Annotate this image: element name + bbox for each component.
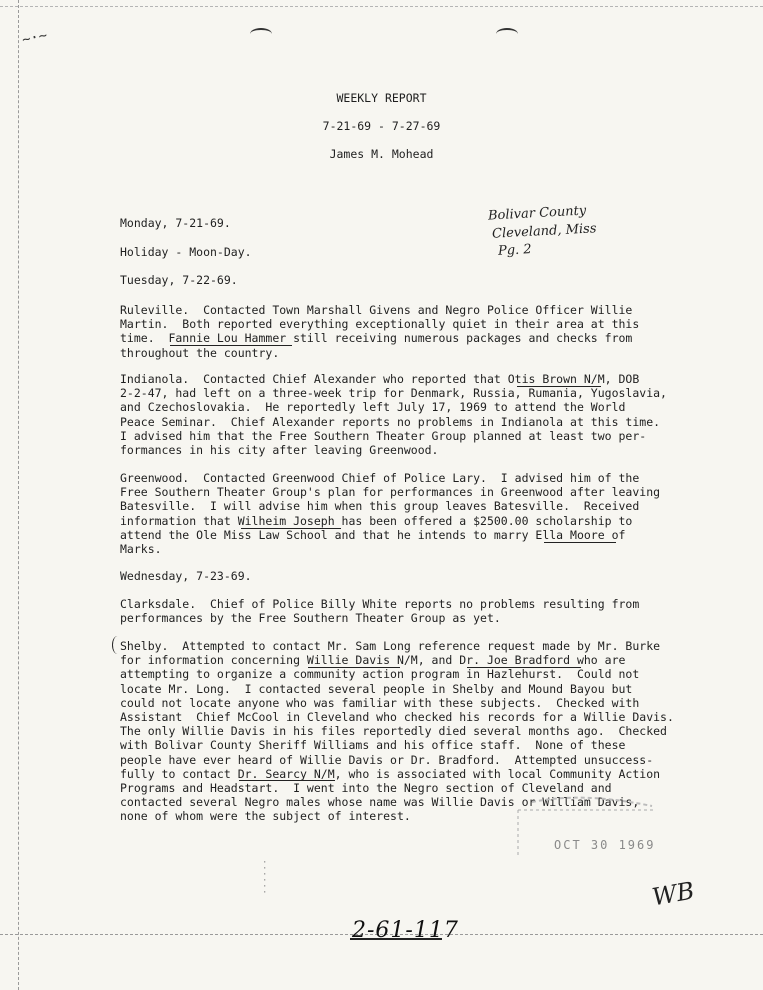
underline-otis-brown: [517, 386, 601, 387]
clarksdale-paragraph: Clarksdale. Chief of Police Billy White reports no problems resulting from performances by the Free Southern Theater Group as yet.: [120, 597, 640, 626]
shelby-paragraph: Shelby. Attempted to contact Mr. Sam Long reference request made by Mr. Burke for information concerning Willie Davis N/M, and Dr. Joe Bradford who are attempting to organize a community action program in Hazlehurst. Could not locate Mr. Long. I contacted several people in Shelby and Mound Bayou but could not locate anyone who was familiar with these subjects. Checked with Assistant Chief McCool in Cleveland who checked his records for a Willie Davis. The only Willie Davis in his files reportedly died several months ago. Checked with Bolivar County Sheriff Williams and his office staff. None of these people have ever heard of Willie Davis or Dr. Bradford. Attempted unsuccess- fully to contact Dr. Searcy N/M, who is associated with local Community Action Programs and Headstart. I went into the Negro section of Cleveland and contacted several Negro males whose name was Willie Davis or William Davis, none of whom were the subject of interest.: [120, 639, 674, 824]
underline-willie-davis: [308, 667, 400, 668]
handwritten-initials: WB: [649, 876, 697, 912]
monday-note: Holiday - Moon-Day.: [120, 245, 252, 259]
margin-speckle-icon: · · · · · ·: [262, 858, 268, 898]
greenwood-paragraph: Greenwood. Contacted Greenwood Chief of Police Lary. I advised him of the Free Southern Theater Group's plan for performances in Greenwood after leaving Batesville. I will advise him when this group leaves Batesville. Received information that Wilheim Joseph has been offered a $2500.00 scholarship to attend the Ole Miss Law School and that he intends to marry Ella Moore of Marks.: [120, 471, 661, 557]
underline-ella-moore: [544, 542, 616, 543]
underline-joe-bradford: [467, 667, 581, 668]
file-number: 2-61-117: [352, 918, 459, 943]
indianola-paragraph: Indianola. Contacted Chief Alexander who reported that Otis Brown N/M, DOB 2-2-47, had left on a three-week trip for Denmark, Russia, Rumania, Yugoslavia, and Czechoslovakia. He reportedly left July 17, 1969 to attend the World Peace Seminar. Chief Alexander reports no problems in Indianola at this time. I advised him that the Free Southern Theater Group planned at least two per- formances in his city after leaving Greenwood.: [120, 372, 667, 458]
corner-scribble-icon: ~·~: [20, 27, 49, 49]
report-author: James M. Mohead: [329, 147, 434, 161]
punch-hole-right-icon: [496, 28, 518, 40]
report-date-range: 7-21-69 - 7-27-69: [322, 119, 441, 133]
handwritten-county: Bolivar County: [487, 203, 587, 224]
handwritten-city: Cleveland, Miss: [491, 221, 597, 242]
wednesday-date: Wednesday, 7-23-69.: [120, 569, 252, 583]
underline-wilheim-joseph: [241, 528, 341, 529]
report-title: WEEKLY REPORT: [336, 91, 427, 105]
file-number-underline: [350, 938, 442, 940]
ruleville-paragraph: Ruleville. Contacted Town Marshall Givens and Negro Police Officer Willie Martin. Both reported everything exceptionally quiet in their area at this time. Fannie Lou Hammer still receiving numerous packages and checks from throughout the country.: [120, 303, 640, 360]
underline-fannie-lou-hammer: [170, 345, 292, 346]
punch-hole-left-icon: [250, 28, 272, 40]
tuesday-date: Tuesday, 7-22-69.: [120, 273, 238, 287]
stamp-date: OCT 30 1969: [554, 838, 656, 852]
top-margin-perforation: [0, 6, 763, 7]
underline-dr-searcy: [239, 780, 335, 781]
date-received-stamp: [512, 796, 662, 860]
handwritten-page: Pg. 2: [497, 242, 532, 259]
monday-date: Monday, 7-21-69.: [120, 216, 231, 230]
shelby-handwritten-bracket: [112, 636, 123, 654]
